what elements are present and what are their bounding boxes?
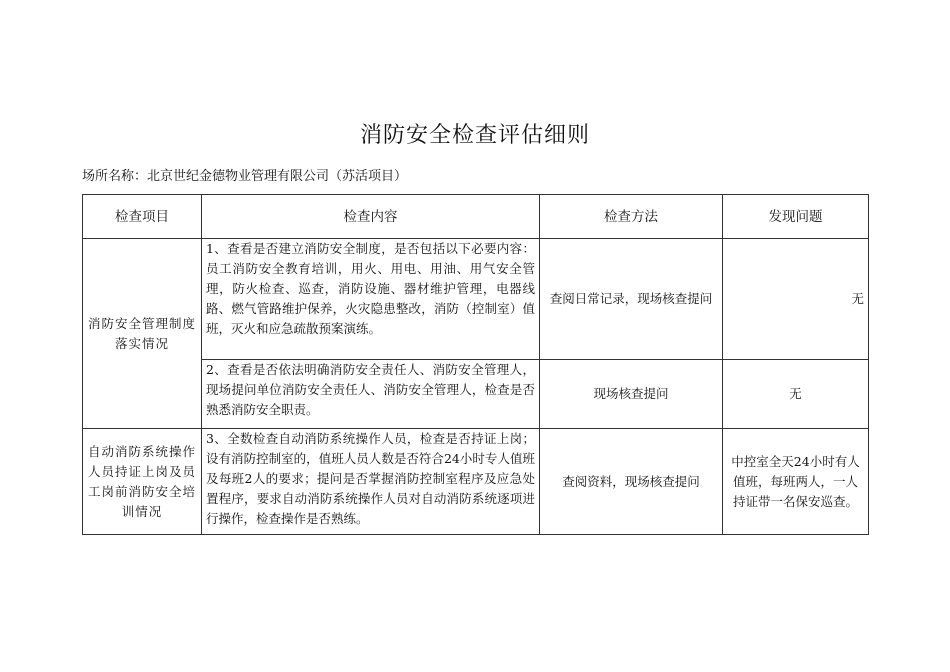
table-row (83, 429, 869, 535)
header-content: 检查内容 (202, 195, 540, 239)
issue-cell: 无 (723, 360, 869, 429)
method-cell: 现场核查提问 (540, 360, 723, 429)
document-title: 消防安全检查评估细则 (359, 123, 590, 148)
method-cell: 查阅资料，现场核查提问 (540, 429, 723, 535)
content-cell: 3、全数检查自动消防系统操作人员，检查是否持证上岗；设有消防控制室的，值班人员人数是否符合24小时专人值班及每班2人的要求；提问是否掌握消防控制室程序及应急处置程序，要求自动消防系统操作人员对自动消防系统逐项进行操作，检查操作是否熟练。 (202, 429, 540, 535)
method-cell: 查阅日常记录，现场核查提问 (540, 239, 723, 360)
header-issue: 发现问题 (723, 195, 869, 239)
issue-cell: 无 (723, 239, 869, 360)
header-item: 检查项目 (83, 195, 202, 239)
inspection-table (82, 194, 869, 535)
table-header-row (83, 195, 869, 239)
content-cell: 1、查看是否建立消防安全制度，是否包括以下必要内容：员工消防安全教育培训，用火、用电、用油、用气安全管理，防火检查、巡查，消防设施、器材维护管理，电器线路、燃气管路维护保养，火灾隐患整改，消防（控制室）值班，灭火和应急疏散预案演练。 (202, 239, 540, 360)
category-cell: 自动消防系统操作人员持证上岗及员工岗前消防安全培训情况 (83, 429, 202, 535)
content-cell: 2、查看是否依法明确消防安全责任人、消防安全管理人，现场提问单位消防安全责任人、消防安全管理人，检查是否熟悉消防安全职责。 (202, 360, 540, 429)
venue-name: 场所名称：北京世纪金德物业管理有限公司（苏活项目） (82, 169, 408, 184)
issue-cell: 中控室全天24小时有人值班，每班两人，一人持证带一名保安巡查。 (723, 429, 869, 535)
header-method: 检查方法 (540, 195, 723, 239)
table-row (83, 239, 869, 360)
category-cell: 消防安全管理制度落实情况 (83, 239, 202, 429)
